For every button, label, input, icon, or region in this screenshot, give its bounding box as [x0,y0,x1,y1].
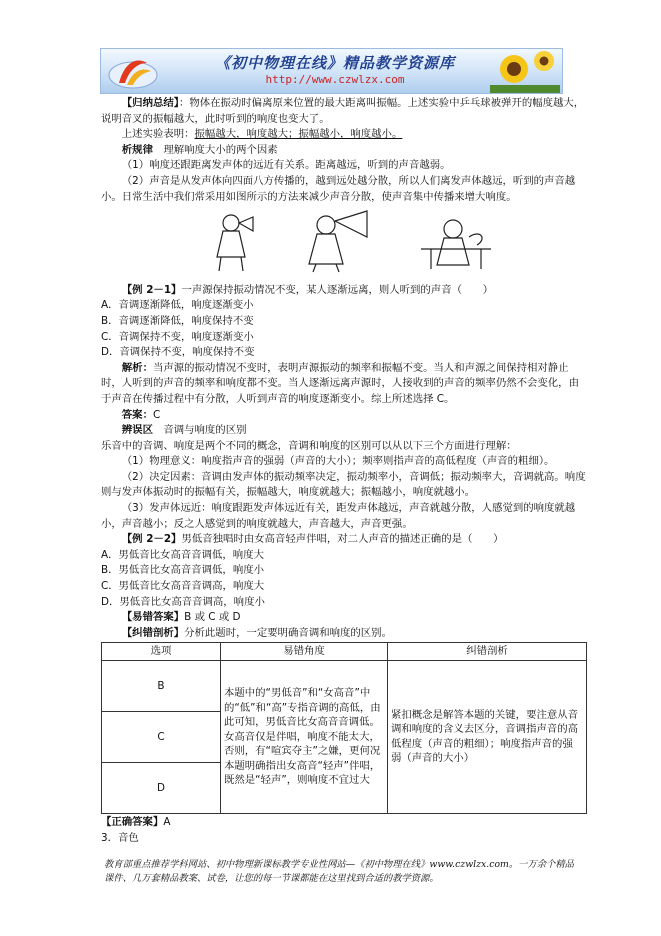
example2-question-text: 男低音独唱时由女高音轻声伴唱，对二人声音的描述正确的是（ ） [181,533,504,546]
distinguish-point-1: （1）物理意义：响度指声音的强弱（声音的大小）；频率则指声音的高低程度（声音的粗细）。 [121,455,555,468]
example1-question-text: 一声源保持振动情况不变，某人逐渐远离，则人听到的声音（ ） [181,283,494,296]
correct-answer [101,815,587,831]
table-option-cell: D [102,762,221,813]
wrong-answer-label: 【易错答案】 [121,611,185,624]
header-banner [100,48,563,94]
correction-label: 【纠错剖析】 [121,626,185,639]
summary-text: ：物体在振动时偏离原来位置的最大距离叫振幅。上述实验中乒乓球被弹开的幅度越大，说明音叉的振幅越大，此时听到的响度也变大了。 [101,97,585,125]
error-analysis-table [101,642,587,814]
table-option-cell: B [102,660,221,711]
example1-analysis [101,361,587,408]
megaphone-illustration [191,209,521,273]
distinguish-heading [101,423,587,439]
answer-value: C [152,408,161,421]
example1-option-c: C．音调保持不变，响度逐渐变小 [101,330,254,343]
example2-question [101,532,587,548]
table-header: 易错角度 [221,643,388,661]
example2-wrong-answer [101,610,587,626]
table-angle-cell: 本题中的“男低音”和“女高音”中的“低”和“高”专指音调的高低，由此可知，男低音比女高音音调低。女高音仅是伴唱，响度不能太大，否则，有“喧宾夺主”之嫌，更何况本题明确指出女高音“轻声”伴唱，既然是“轻声”，则响度不宜过大 [221,660,388,813]
summary-label: 【归纳总结】 [121,97,179,109]
distinguish-label: 辨误区 [121,424,153,437]
example1-option-d: D．音调保持不变，响度保持不变 [101,346,255,359]
correct-answer-value: A [163,815,171,828]
conclusion-text: 振幅越大，响度越大；振幅越小，响度越小。 [194,128,403,141]
distinguish-title: 音调与响度的区别 [163,424,247,437]
law-point-1: （1）响度还跟距离发声体的远近有关系。距离越远，听到的声音越弱。 [121,159,451,172]
banner-url[interactable]: http://www.czwlzx.com [265,73,405,86]
analysis-label: 解析： [121,361,153,374]
table-header: 选项 [102,643,221,661]
law-label: 析规律 [121,143,153,156]
summary-paragraph [101,96,587,127]
site-logo [107,53,159,91]
example1-question [101,283,587,299]
wrong-answer-value: B 或 C 或 D [184,611,241,624]
example2-option-a: A．男低音比女高音音调低，响度大 [101,548,264,561]
next-section-heading: 3．音色 [101,831,139,844]
table-row [102,660,587,711]
example2-option-c: C．男低音比女高音音调高，响度大 [101,580,265,593]
banner-title: 《初中物理在线》精品教学资源库 [214,54,455,72]
lesson-content [101,96,587,846]
summary-conclusion [101,127,587,143]
distinguish-intro: 乐音中的音调、响度是两个不同的概念，音调和响度的区别可以从以下三个方面进行理解： [101,439,517,452]
law-title: 理解响度大小的两个因素 [163,143,278,156]
table-analysis-cell: 紧扣概念是解答本题的关键，要注意从音调和响度的含义去区分，音调指声音的高低程度（声音的粗细）；响度指声音的强弱（声音的大小） [388,660,587,813]
example1-option-b: B．音调逐渐降低，响度保持不变 [101,314,254,327]
conclusion-prefix: 上述实验表明： [121,128,195,141]
sunflower-image [490,49,560,93]
example2-correction [101,626,587,642]
correction-text: 分析此题时，一定要明确音调和响度的区别。 [184,626,392,639]
answer-label: 答案： [121,408,153,421]
analysis-text: 当声源的振动情况不变时，表明声源振动的频率和振幅不变。当人和声源之间保持相对静止时，人听到的声音的频率和响度都不变。当人逐渐远离声源时，人接收到的声音的频率仍然不会变化，由于声音在传播过程中有分散，人听到声音的响度逐渐变小。综上所述选择 C。 [101,361,579,405]
page-footer: 教育部重点推荐学科网站、初中物理新课标教学专业性网站—《初中物理在线》www.czwlzx.com。一万余个精品课件、几万套精品教案、试卷，让您的每一节课都能在这里找到合适的教学资源。 [104,859,574,884]
table-header: 纠错剖析 [388,643,587,661]
distinguish-point-3: （3）发声体远近：响度跟距发声体远近有关，距发声体越远，声音就越分散，人感觉到的响度就越小，声音越小；反之人感觉到的响度就越大，声音越大，声音更强。 [101,502,576,530]
example2-option-d: D．男低音比女高音音调高，响度小 [101,595,265,608]
example1-label: 【例 2－1】 [121,283,182,296]
example2-option-b: B．男低音比女高音音调低，响度小 [101,564,264,577]
table-option-cell: C [102,711,221,762]
law-point-2: （2）声音是从发声体向四面八方传播的，越到远处越分散，所以人们离发声体越远，听到的声音越小。日常生活中我们常采用如图所示的方法来减少声音分散，使声音集中传播来增大响度。 [101,174,576,203]
distinguish-point-2: （2）决定因素：音调由发声体的振动频率决定，振动频率小，音调低；振动频率大，音调就高。响度则与发声体振动时的振幅有关，振幅越大，响度就越大；振幅越小，响度就越小。 [101,470,586,499]
correct-answer-label: 【正确答案】 [101,815,164,828]
example1-option-a: A．音调逐渐降低，响度逐渐变小 [101,299,254,312]
law-heading [101,143,587,159]
example2-label: 【例 2－2】 [121,533,182,546]
table-header-row [102,643,587,661]
example1-answer [101,408,587,424]
